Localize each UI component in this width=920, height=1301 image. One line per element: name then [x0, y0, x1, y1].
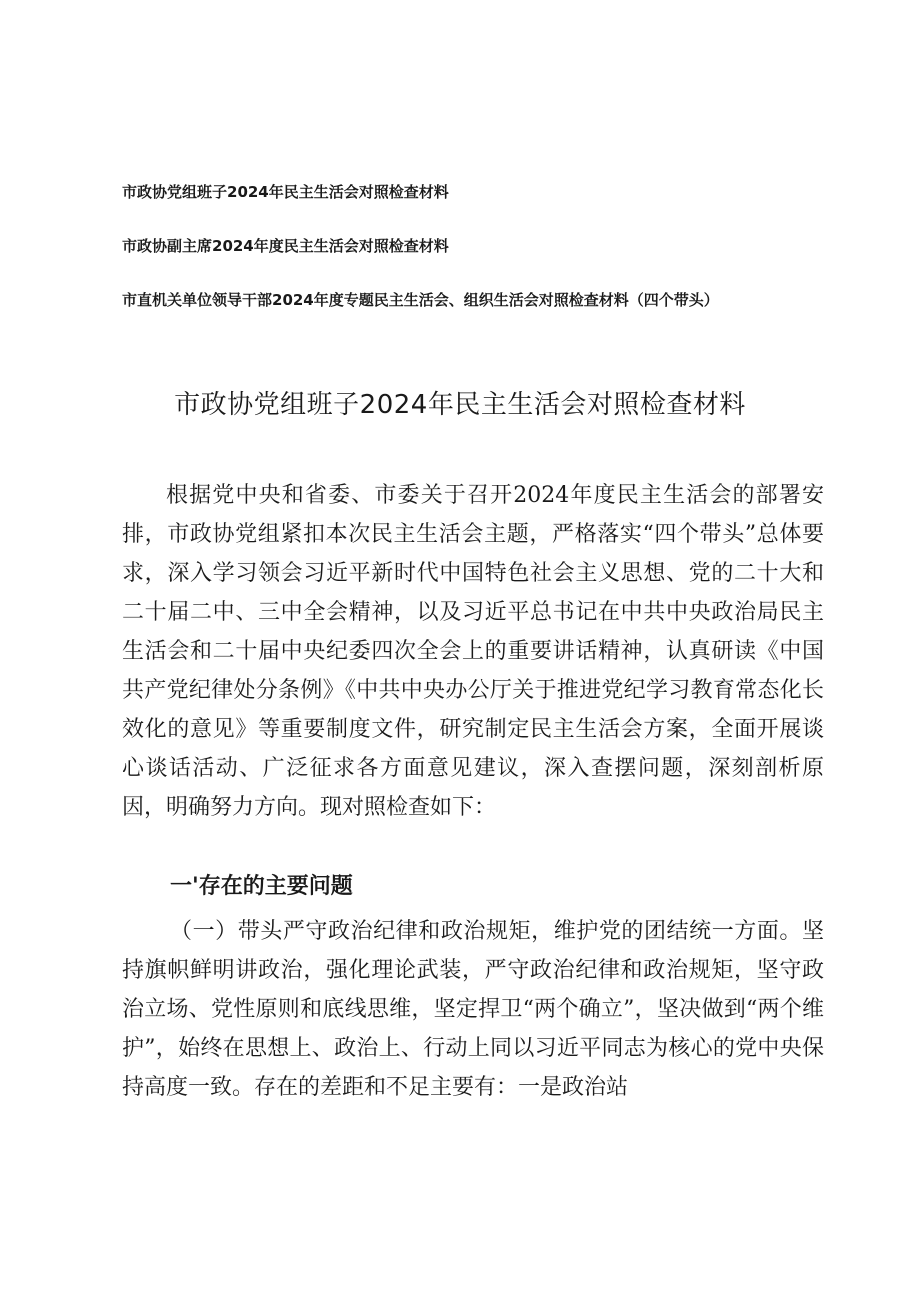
section-paragraph: （一）带头严守政治纪律和政治规矩，维护党的团结统一方面。坚持旗帜鲜明讲政治，强化理论武装，严守政治纪律和政治规矩，坚守政治立场、党性原则和底线思维，坚定捍卫“两个确立”，坚决做到“两个维护”，始终在思想上、政治上、行动上同以习近平同志为核心的党中央保持高度一致。存在的差距和不足主要有：一是政治站	[122, 919, 824, 1100]
toc-item-1: 市政协党组班子2024年民主生活会对照检查材料	[122, 183, 449, 201]
table-of-contents	[122, 182, 822, 344]
toc-item-3: 市直机关单位领导干部2024年度专题民主生活会、组织生活会对照检查材料（四个带头）	[122, 291, 719, 309]
document-title: 市政协党组班子2024年民主生活会对照检查材料	[174, 390, 746, 420]
section-heading: 一'存在的主要问题	[170, 874, 353, 899]
intro-paragraph: 根据党中央和省委、市委关于召开2024年度民主生活会的部署安排，市政协党组紧扣本次民主生活会主题，严格落实“四个带头”总体要求，深入学习领会习近平新时代中国特色社会主义思想、党的二十大和二十届二中、三中全会精神，以及习近平总书记在中共中央政治局民主生活会和二十届中央纪委四次全会上的重要讲话精神，认真研读《中国共产党纪律处分条例》《中共中央办公厅关于推进党纪学习教育常态化长效化的意见》等重要制度文件，研究制定民主生活会方案，全面开展谈心谈话活动、广泛征求各方面意见建议，深入查摆问题，深刻剖析原因，明确努力方向。现对照检查如下：	[122, 483, 824, 820]
toc-item-2: 市政协副主席2024年度民主生活会对照检查材料	[122, 237, 449, 255]
